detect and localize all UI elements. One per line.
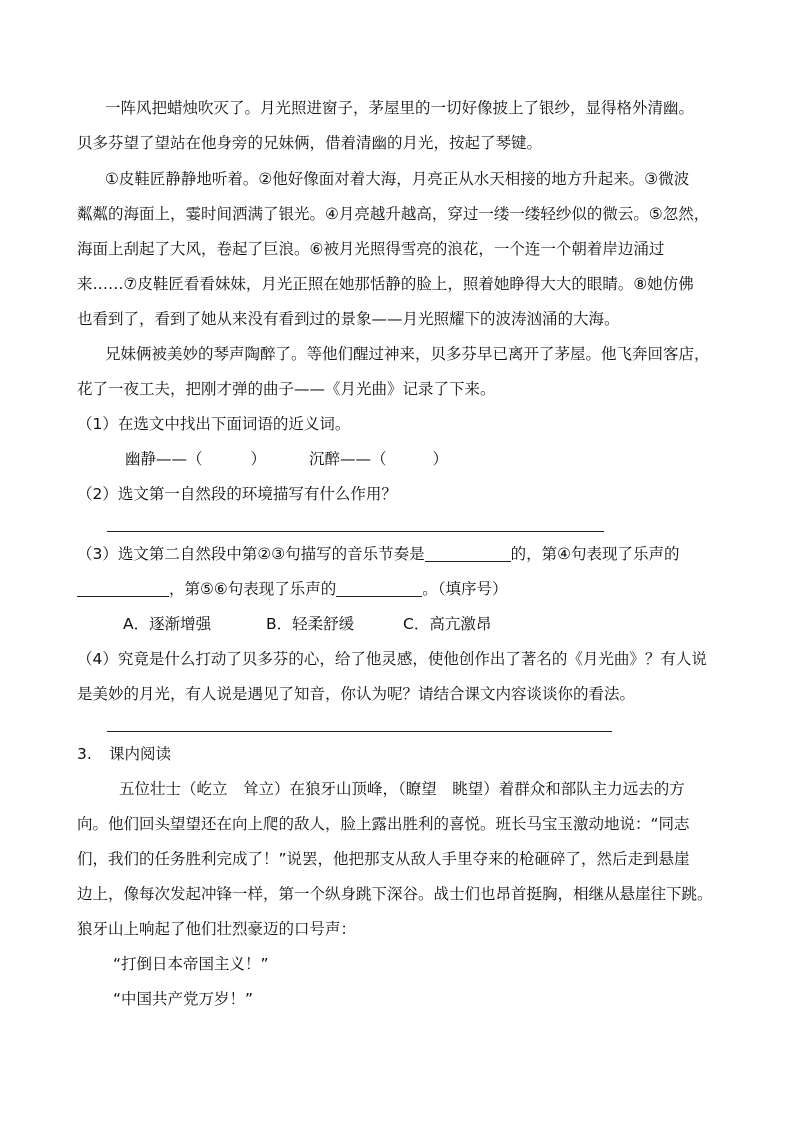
question-3-option-a: A．逐渐增强 [123, 615, 212, 633]
question-4-answer-line[interactable] [107, 731, 612, 732]
question-4-line1: （4）究竟是什么打动了贝多芬的心，给了他灵感，使他创作出了著名的《月光曲》？有人说 [77, 650, 707, 668]
question-3-line1 [77, 543, 680, 565]
question-4-line2: 是美妙的月光，有人说是遇见了知音，你认为呢？请结合课文内容谈谈你的看法。 [77, 685, 636, 703]
passage-para1-line2: 贝多芬望了望站在他身旁的兄妹俩，借着清幽的月光，按起了琴键。 [77, 134, 543, 152]
passage-para3-line2: 花了一夜工夫，把刚才弹的曲子——《月光曲》记录了下来。 [77, 380, 496, 398]
question-2-answer-line[interactable] [107, 531, 604, 532]
section-3-line2: 向。他们回头望望还在向上爬的敌人，脸上露出胜利的喜悦。班长马宝玉激动地说：“同志 [77, 815, 690, 833]
question-3-line2 [77, 578, 508, 600]
q3-blank-2[interactable] [77, 580, 169, 597]
passage-para2-line3: 海面上刮起了大风，卷起了巨浪。⑥被月光照得雪亮的浪花，一个连一个朝着岸边涌过 [77, 240, 665, 258]
question-1-word2 [309, 448, 448, 470]
question-1-word1 [125, 448, 266, 470]
word1-close: ） [250, 450, 267, 468]
section-3-number: 3. [77, 745, 92, 763]
passage-para3-line1: 兄妹俩被美妙的琴声陶醉了。等他们醒过神来，贝多芬早已离开了茅屋。他飞奔回客店， [105, 345, 710, 363]
section-3-slogan-1: “打倒日本帝国主义！” [113, 955, 269, 973]
q3-part3: ，第⑤⑥句表现了乐声的 [169, 580, 337, 598]
q3-blank-3[interactable] [336, 580, 422, 597]
section-3-line4: 边上，像每次发起冲锋一样，第一个纵身跳下深谷。战士们也昂首挺胸，相继从悬崖往下跳。 [77, 885, 713, 903]
section-3-slogan-2: “中国共产党万岁！” [113, 990, 254, 1008]
passage-para1-line1: 一阵风把蜡烛吹灭了。月光照进窗子，茅屋里的一切好像披上了银纱，显得格外清幽。 [105, 99, 695, 117]
section-3-title: 课内阅读 [109, 745, 172, 763]
question-3-option-c: C．高亢激昂 [403, 615, 492, 633]
word1-label: 幽静——（ [125, 450, 203, 468]
word2-close: ） [432, 450, 449, 468]
q3-part1: （3）选文第二自然段中第②③句描写的音乐节奏是 [77, 545, 425, 563]
word2-label: 沉醉——（ [309, 450, 387, 468]
q3-part2: 的，第④句表现了乐声的 [510, 545, 680, 563]
passage-para2-line4: 来……⑦皮鞋匠看看妹妹，月光正照在她那恬静的脸上，照着她睁得大大的眼睛。⑧她仿佛 [77, 275, 694, 293]
passage-para2-line1: ①皮鞋匠静静地听着。②他好像面对着大海，月亮正从水天相接的地方升起来。③微波 [105, 170, 690, 188]
section-3-line1: 五位壮士（屹立 耸立）在狼牙山顶峰，（瞭望 眺望）着群众和部队主力远去的方 [119, 780, 685, 798]
passage-para2-line2: 粼粼的海面上，霎时间洒满了银光。④月亮越升越高，穿过一缕一缕轻纱似的微云。⑤忽然， [77, 205, 710, 223]
question-3-option-b: B．轻柔舒缓 [266, 615, 355, 633]
question-2-stem: （2）选文第一自然段的环境描写有什么作用？ [77, 485, 397, 503]
question-1-stem: （1）在选文中找出下面词语的近义词。 [77, 415, 351, 433]
q3-part4: 。（填序号） [422, 580, 508, 598]
section-3-line3: 们，我们的任务胜利完成了！”说罢，他把那支从敌人手里夺来的枪砸碎了，然后走到悬崖 [77, 850, 690, 868]
q3-blank-1[interactable] [425, 545, 511, 562]
passage-para2-line5: 也看到了，看到了她从来没有看到过的景象——月光照耀下的波涛汹涌的大海。 [77, 310, 620, 328]
section-3-line5: 狼牙山上响起了他们壮烈豪迈的口号声： [77, 920, 357, 938]
